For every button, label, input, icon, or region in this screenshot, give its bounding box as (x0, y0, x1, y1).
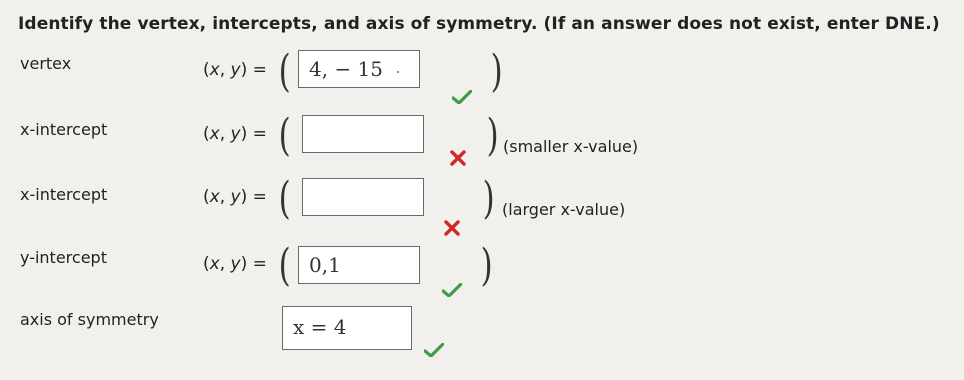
close-paren: ) (486, 110, 499, 161)
coord-prefix: (x, y) = (203, 60, 267, 80)
close-paren: ) (482, 173, 495, 224)
cross-icon (450, 150, 466, 166)
close-paren: ) (480, 240, 493, 291)
hint-larger-x: (larger x-value) (502, 200, 626, 219)
x-intercept-larger-row (0, 175, 964, 235)
close-paren: ) (490, 46, 503, 97)
coord-prefix: (x, y) = (203, 124, 267, 144)
x-intercept-label: x-intercept (20, 185, 108, 204)
open-paren: ( (278, 46, 291, 97)
x-intercept-smaller-input[interactable] (302, 115, 424, 153)
vertex-row (0, 48, 964, 108)
axis-of-symmetry-input[interactable]: x = 4 (282, 306, 412, 350)
hint-smaller-x: (smaller x-value) (503, 137, 639, 156)
check-icon (424, 343, 444, 357)
open-paren: ( (278, 173, 291, 224)
coord-prefix: (x, y) = (203, 187, 267, 207)
vertex-label: vertex (20, 54, 72, 73)
x-intercept-label: x-intercept (20, 120, 108, 139)
check-icon (452, 90, 472, 104)
axis-of-symmetry-label: axis of symmetry (20, 310, 159, 329)
open-paren: ( (278, 110, 291, 161)
y-intercept-input[interactable]: 0,1 (298, 246, 420, 284)
vertex-input[interactable]: 4, − 15 (298, 50, 420, 88)
cursor-dot (397, 71, 399, 73)
cross-icon (444, 220, 460, 236)
x-intercept-larger-input[interactable] (302, 178, 424, 216)
check-icon (442, 283, 462, 297)
coord-prefix: (x, y) = (203, 254, 267, 274)
x-intercept-smaller-row (0, 112, 964, 172)
y-intercept-row (0, 242, 964, 302)
open-paren: ( (278, 240, 291, 291)
problem-prompt: Identify the vertex, intercepts, and axis of symmetry. (If an answer does not exist, enter DNE.) (18, 14, 940, 34)
y-intercept-label: y-intercept (20, 248, 107, 267)
